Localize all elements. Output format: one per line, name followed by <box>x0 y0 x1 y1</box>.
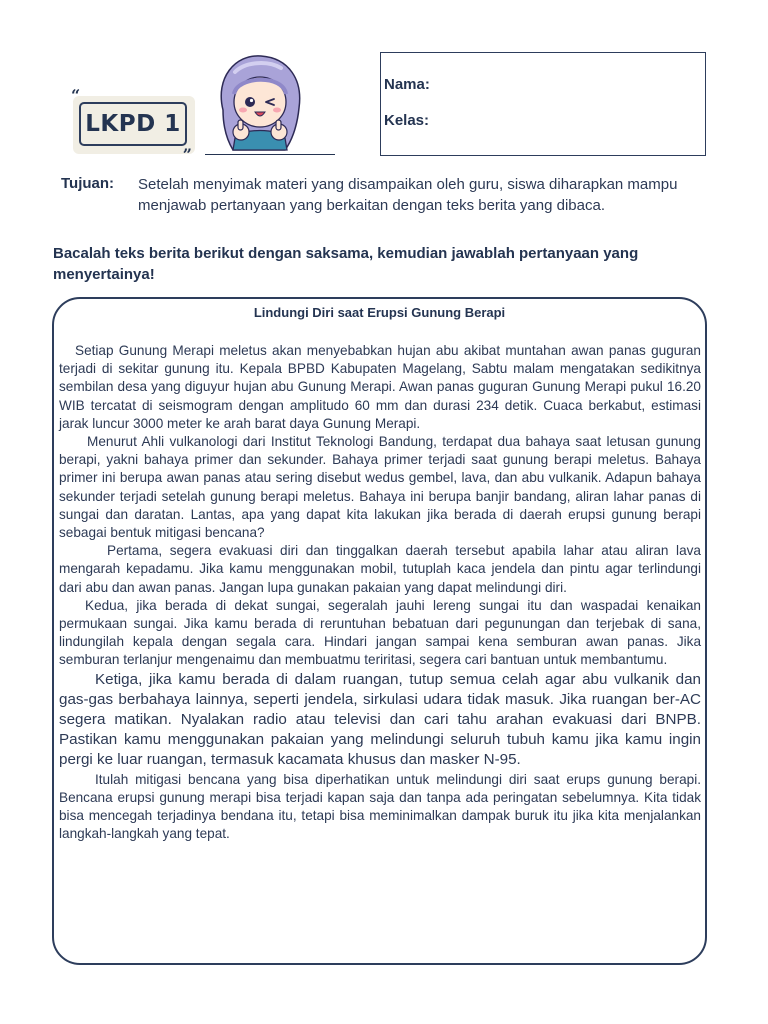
lkpd-badge <box>73 96 195 154</box>
header-underline <box>205 154 335 155</box>
article-title: Lindungi Diri saat Erupsi Gunung Berapi <box>253 305 506 320</box>
close-quote-mark: „ <box>183 136 193 155</box>
article-paragraph-2: Menurut Ahli vulkanologi dari Institut Teknologi Bandung, terdapat dua bahaya saat letusan gunung berapi, yakni bahaya primer dan sekunder. Bahaya primer terjadi saat gunung berapi meletus. Bahaya primer ini berupa awan panas atau sering disebut wedus gembel, lava, dan abu vulkanik. Adapun bahaya sekunder terjadi setelah gunung berapi meletus. Bahaya ini berupa banjir bandang, aliran lahar panas di sungai dan daratan. Lantas, apa yang dapat kita lakukan jika berada di daerah erupsi gunung berapi sebagai bentuk mitigasi bencana? <box>59 434 701 541</box>
kelas-label: Kelas: <box>384 112 430 129</box>
article-body <box>59 342 701 843</box>
open-quote-mark: “ <box>71 86 81 105</box>
article-paragraph-5: Ketiga, jika kamu berada di dalam ruangan, tutup semua celah agar abu vulkanik dan gas-gas berbahaya lainnya, seperti jendela, sirkulasi udara tidak masuk. Jika ruangan ber-AC segera matikan. Nyalakan radio atau televisi dan cari tahu arahan evakuasi dari BNPB. Pastikan kamu menggunakan pakaian yang melindungi seluruh tubuh kamu jika kamu ingin pergi ke luar ruangan, termasuk kacamata khusus dan masker N-95. <box>59 670 701 769</box>
tujuan-label: Tujuan: <box>61 175 115 192</box>
article-paragraph-1: Setiap Gunung Merapi meletus akan menyebabkan hujan abu akibat muntahan awan panas guguran terjadi di sekitar gunung itu. Kepala BPBD Kabupaten Magelang, Sabtu malam mengatakan sedikitnya sembilan desa yang diguyur hujan abu Gunung Merapi. Awan panas guguran Gunung Merapi pukul 16.20 WIB tercatat di seismogram dengan amplitudo 60 mm dan durasi 234 detik. Cuaca berkabut, estimasi jarak luncur 3000 meter ke arah barat daya Gunung Merapi. <box>59 343 701 431</box>
lkpd-badge-frame <box>79 102 187 146</box>
identity-box <box>380 52 706 156</box>
reading-instruction: Bacalah teks berita berikut dengan saksama, kemudian jawablah pertanyaan yang menyertainya! <box>53 245 639 283</box>
article-paragraph-3: Pertama, segera evakuasi diri dan tinggalkan daerah tersebut apabila lahar atau aliran lava mengarah kepadamu. Jika kamu menggunakan mobil, tutuplah kaca jendela dan pintu agar terlindungi dari abu dan awan panas. Jangan lupa gunakan pakaian yang dapat melindungi diri. <box>59 543 701 595</box>
nama-label: Nama: <box>384 76 430 93</box>
tujuan-text: Setelah menyimak materi yang disampaikan oleh guru, siswa diharapkan mampu menjawab pertanyaan yang berkaitan dengan teks berita yang dibaca. <box>138 176 678 214</box>
mascot-girl-illustration <box>205 50 313 158</box>
article-paragraph-6: Itulah mitigasi bencana yang bisa diperhatikan untuk melindungi diri saat erups gunung berapi. Bencana erupsi gunung merapi bisa terjadi kapan saja dan tanpa ada peringatan sebelumnya. Kita tidak bisa mencegah terjadinya bendana itu, tetapi bisa meminimalkan dampak buruk itu jika kita menjalankan langkah-langkah yang tepat. <box>59 771 701 842</box>
article-paragraph-4: Kedua, jika berada di dekat sungai, segeralah jauhi lereng sungai itu dan waspadai kenaikan permukaan sungai. Jika kamu berada di reruntuhan bebatuan dari pegunungan dan terjebak di sana, lindungilah kepala dengan segala cara. Hindari jangan sampai kena semburan awan panas. Jika semburan terlanjur mengenaimu dan membuatmu teriritasi, segera cari bantuan untuk membantumu. <box>59 597 701 668</box>
page-title: LKPD 1 <box>85 111 181 137</box>
